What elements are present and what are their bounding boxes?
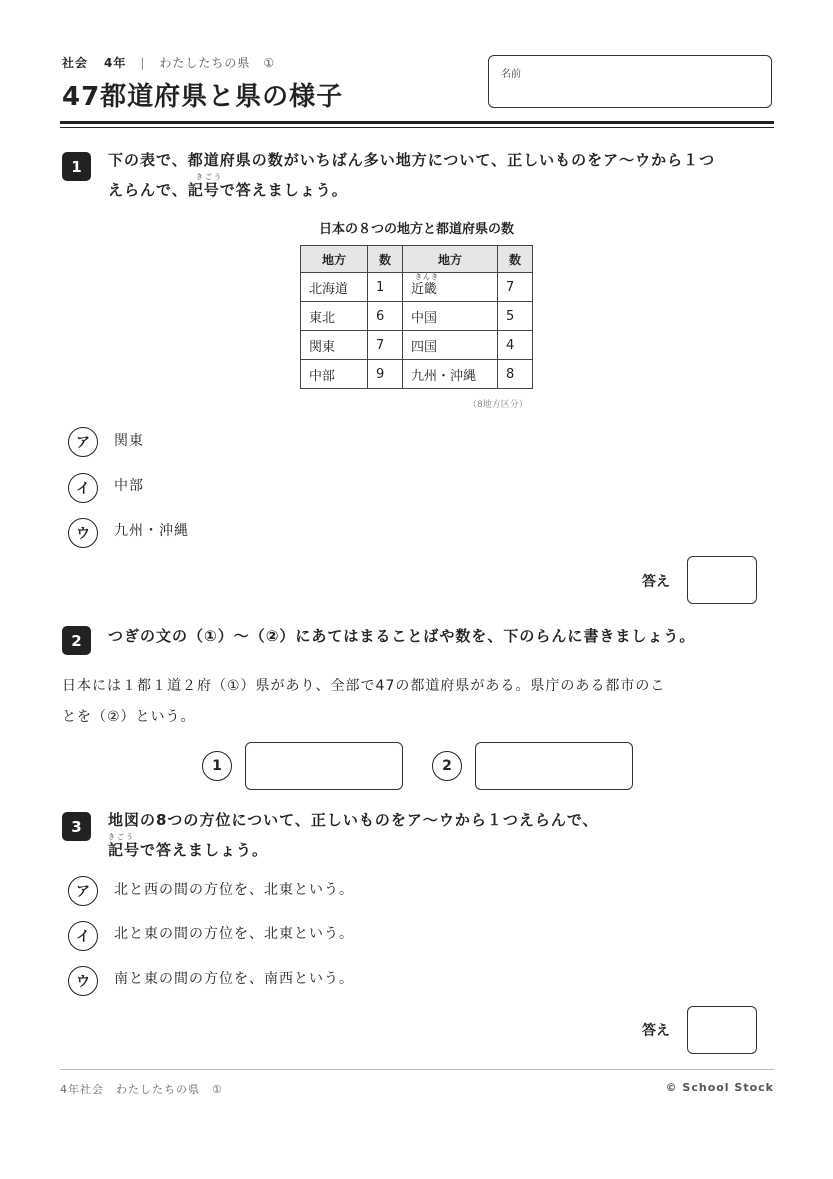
table-cell: 九州・沖縄 [403,360,498,389]
footer-left-text: 4年社会 わたしたちの県 ① [60,1083,223,1096]
table-cell: 8 [498,360,533,389]
table-cell: 1 [368,273,403,302]
blank-2-mark: 2 [432,751,462,781]
table-cell: 6 [368,302,403,331]
footer-copyright: © School Stock [665,1081,774,1094]
table-header-cell: 地方 [403,246,498,273]
header-rule-thin [60,127,774,128]
name-field[interactable] [488,55,772,108]
subject-line [62,54,275,71]
table-row [301,302,533,331]
question-1-text-line1: 下の表で、都道府県の数がいちばん多い地方について、正しいものをア〜ウから１つ [108,151,716,169]
table-cell: 7 [368,331,403,360]
table-cell: 4 [498,331,533,360]
answer-box-1[interactable] [687,556,757,604]
header-rule-thick [60,121,774,124]
choice-text-u: 九州・沖縄 [114,523,189,539]
answer-box-3[interactable] [687,1006,757,1054]
question-3-text-line1: 地図の8つの方位について、正しいものをア〜ウから１つえらんで、 [108,811,599,829]
choice-mark-a: ア [68,427,98,457]
table-cell: 中国 [403,302,498,331]
question-1-ruby: きごう [196,173,223,181]
subject-label: 社会 [62,56,89,70]
answer-label-3: 答え [642,1023,670,1039]
question-3-text-line2: 記号で答えましょう。 [108,841,269,859]
kinki-ruby: きんき [415,273,439,281]
table-cell: 7 [498,273,533,302]
table-cell: 関東 [301,331,368,360]
grade-label: 4年 [104,56,127,70]
blank-1-input[interactable] [245,742,403,790]
unit-label: わたしたちの県 ① [159,56,276,70]
choice-text-a: 北と西の間の方位を、北東という。 [114,882,354,898]
table-cell: 9 [368,360,403,389]
choice-text-i: 中部 [114,478,144,494]
table-header-cell: 数 [498,246,533,273]
table-title: 日本の８つの地方と都道府県の数 [318,222,514,237]
choice-mark-u: ウ [68,518,98,548]
header-separator: | [140,55,146,70]
question-2-text: つぎの文の（①）〜（②）にあてはまることばや数を、下のらんに書きましょう。 [108,627,696,645]
choice-mark-u: ウ [68,966,98,996]
table-header-cell: 地方 [301,246,368,273]
table-cell: 5 [498,302,533,331]
choice-text-a: 関東 [114,433,144,449]
table-row [301,273,533,302]
question-1-text-line2: えらんで、記号で答えましょう。 [108,181,348,199]
answer-label-1: 答え [642,574,670,590]
choice-mark-a: ア [68,876,98,906]
table-cell-text: 近畿 [411,281,438,297]
footer-rule [60,1069,774,1070]
blank-2-input[interactable] [475,742,633,790]
table-cell: 中部 [301,360,368,389]
choice-mark-i: イ [68,473,98,503]
choice-text-i: 北と東の間の方位を、北東という。 [114,926,354,942]
choice-mark-i: イ [68,921,98,951]
question-3-ruby: きごう [108,833,135,841]
page-title: 47都道府県と県の様子 [62,82,344,112]
question-2-body-line1: 日本には１都１道２府（①）県があり、全部で47の都道府県がある。県庁のある都市のこ [62,678,666,694]
table-header-row [301,246,533,273]
question-3-number: 3 [62,812,91,841]
table-cell: 北海道 [301,273,368,302]
choice-text-u: 南と東の間の方位を、南西という。 [114,971,354,987]
table-cell: 東北 [301,302,368,331]
name-label: 名前 [501,69,521,80]
question-2-number: 2 [62,626,91,655]
table-cell [403,273,498,302]
table-note: （8地方区分） [468,400,528,410]
regions-table [300,245,533,389]
table-row [301,331,533,360]
table-row [301,360,533,389]
table-header-cell: 数 [368,246,403,273]
question-1-number: 1 [62,152,91,181]
question-2-body-line2: とを（②）という。 [62,709,196,725]
table-cell: 四国 [403,331,498,360]
blank-1-mark: 1 [202,751,232,781]
